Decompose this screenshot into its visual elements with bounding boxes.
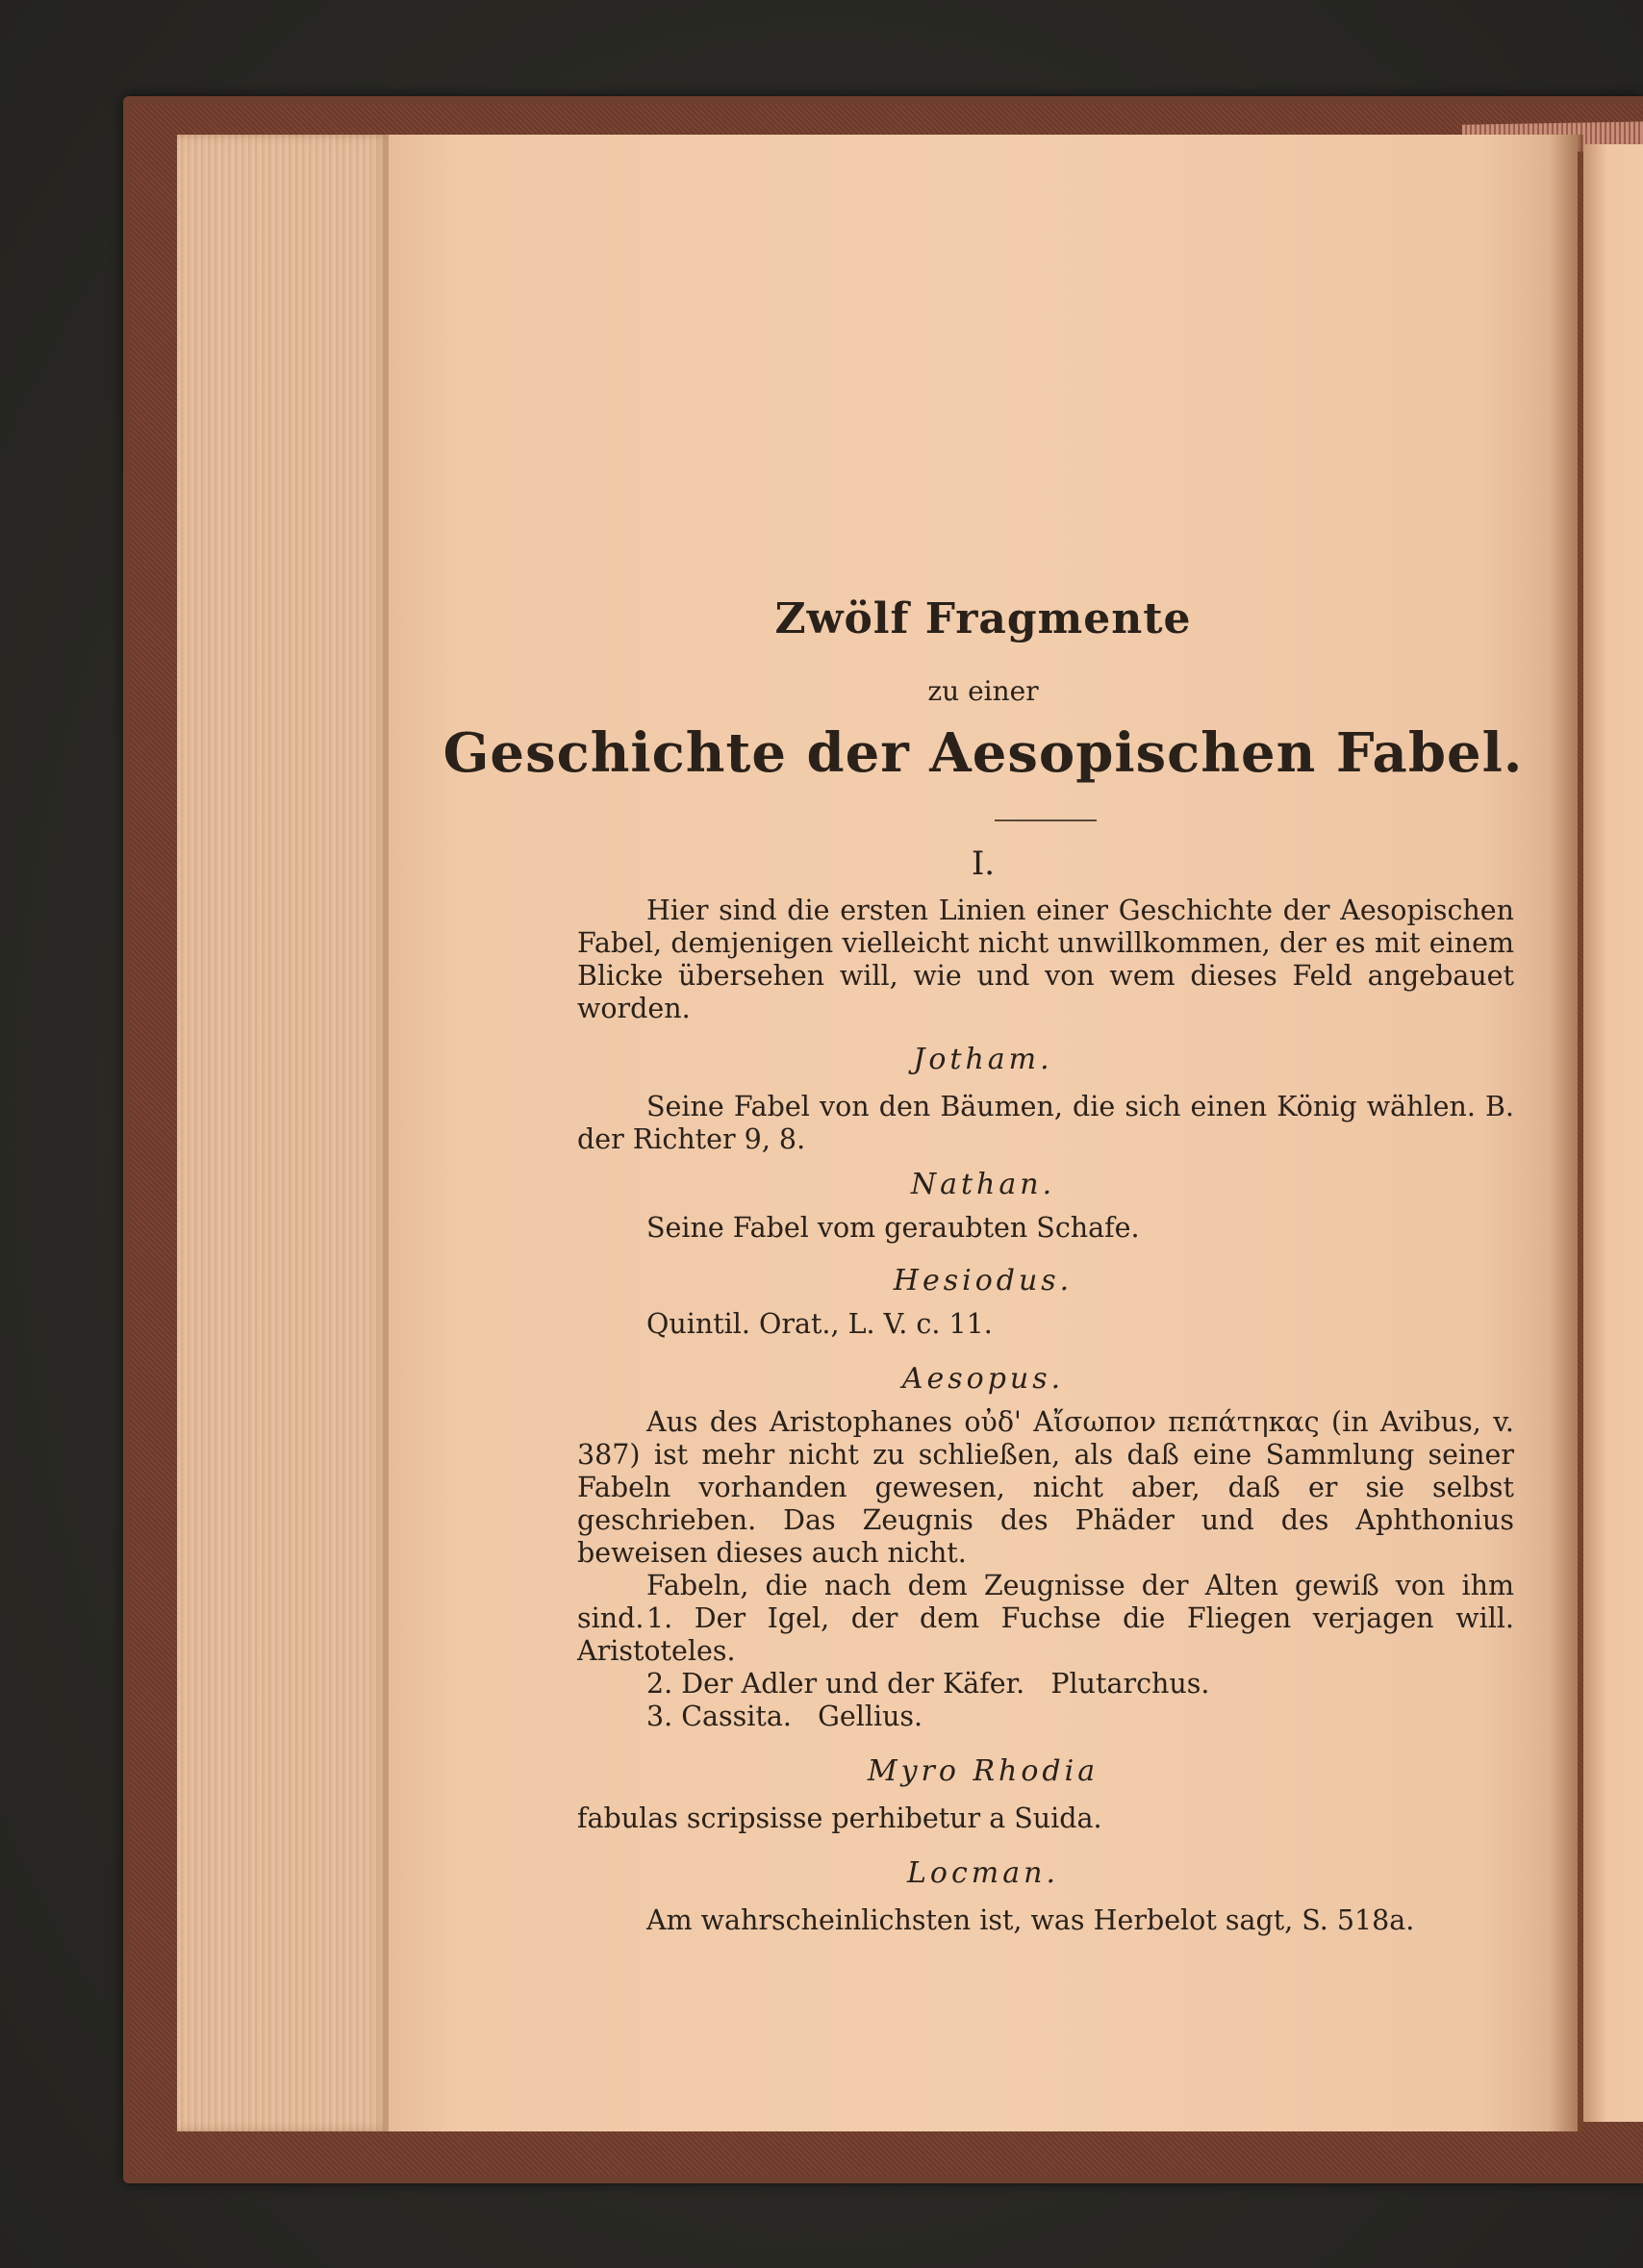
text-aesopus-fables-intro: Fabeln, die nach dem Zeugnisse der Alten gewiß von ihm sind. xyxy=(577,1570,1514,1634)
text-aesopus-fable-1: 1. Der Igel, der dem Fuchse die Fliegen verjagen will. Aristoteles. xyxy=(577,1602,1514,1667)
page-text xyxy=(389,135,1578,2131)
heading-myro: Myro Rhodia xyxy=(867,1754,1100,1788)
text-locman: Am wahrscheinlichsten ist, was Herbelot sagt, S. 518a. xyxy=(646,1904,1415,1936)
text-aesopus-fable-3: 3. Cassita. Gellius. xyxy=(646,1701,923,1732)
heading-jotham: Jotham. xyxy=(913,1043,1053,1076)
title-big: Geschichte der Aesopischen Fabel. xyxy=(442,721,1524,785)
text-jotham: Seine Fabel von den Bäumen, die sich einen König wählen. B. der Richter 9, 8. xyxy=(577,1091,1514,1155)
text-nathan: Seine Fabel vom geraubten Schafe. xyxy=(646,1212,1140,1244)
text-myro: fabulas scripsisse perhibetur a Suida. xyxy=(577,1802,1102,1834)
title-rule xyxy=(995,819,1097,821)
page-edges xyxy=(177,135,389,2131)
text-aesopus: Aus des Aristophanes οὐδ' Αἴσωπον πεπάτηκας (in Avibus, v. 387) ist mehr nicht zu schließen, als daß eine Sammlung seiner Fabeln vorhanden gewesen, nicht aber, daß er sie selbst geschrieben. Das Zeugnis des Phäder und des Aphthonius beweisen dieses auch nicht. xyxy=(577,1406,1514,1569)
text-aesopus-fable-2: 2. Der Adler und der Käfer. Plutarchus. xyxy=(646,1668,1210,1700)
title-sub: zu einer xyxy=(927,675,1039,707)
facing-page xyxy=(1583,144,1643,2122)
intro-paragraph: Hier sind die ersten Linien einer Geschichte der Aesopischen Fabel, demjenigen vielleicht nicht unwillkommen, der es mit einem Blicke übersehen will, wie und von wem dieses Feld angebauet worden. xyxy=(577,895,1514,1024)
heading-aesopus: Aesopus. xyxy=(901,1362,1065,1396)
heading-nathan: Nathan. xyxy=(910,1168,1056,1201)
title-main: Zwölf Fragmente xyxy=(774,594,1192,643)
heading-hesiodus: Hesiodus. xyxy=(893,1264,1074,1298)
section-number: I. xyxy=(971,844,996,883)
heading-locman: Locman. xyxy=(907,1856,1059,1890)
text-hesiodus: Quintil. Orat., L. V. c. 11. xyxy=(646,1308,993,1340)
